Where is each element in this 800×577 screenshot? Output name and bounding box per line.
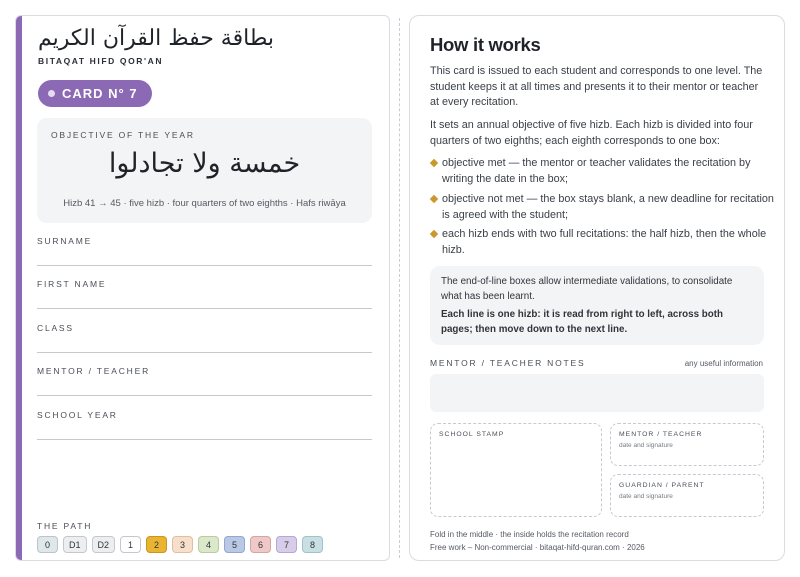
rule-text: each hizb ends with two full recitations: the half hizb, then the whole hizb.: [442, 228, 767, 256]
objective-label: OBJECTIVE OF THE YEAR: [51, 130, 195, 140]
path-chip-5: 5: [224, 536, 245, 553]
dot-icon: [48, 90, 55, 97]
student-card-front: [15, 15, 390, 561]
guardian-signature-box[interactable]: [610, 474, 764, 517]
mentor-signature-label: MENTOR / TEACHER: [619, 431, 703, 438]
rule-text: objective not met — the box stays blank, a new deadline for recitation is agreed with the student;: [442, 193, 774, 221]
diamond-bullet-icon: [430, 159, 438, 167]
path-chip-d2: D2: [92, 536, 116, 553]
path-chip-8: 8: [302, 536, 323, 553]
note-reading-direction: Each line is one hizb: it is read from right to left, across both pages; then move down to the next line.: [441, 309, 723, 335]
objective-arabic: خمسة ولا تجادلوا: [108, 148, 301, 179]
surname-label: SURNAME: [37, 236, 93, 246]
path-chip-1: 1: [120, 536, 141, 553]
surname-field[interactable]: [37, 236, 372, 266]
diamond-bullet-icon: [430, 195, 438, 203]
path-chip-2: 2: [146, 536, 167, 553]
fold-instruction: Fold in the middle · the inside holds the recitation record: [430, 530, 629, 539]
card-number-badge: [38, 80, 152, 107]
card-number-label: CARD N° 7: [62, 86, 138, 101]
mentor-teacher-label: MENTOR / TEACHER: [37, 366, 151, 376]
mentor-signature-box[interactable]: [610, 423, 764, 466]
objective-box: [37, 118, 372, 223]
class-label: CLASS: [37, 323, 74, 333]
path-chip-7: 7: [276, 536, 297, 553]
rule-hizb-end: [430, 227, 775, 258]
class-field[interactable]: [37, 323, 372, 353]
license-footer: Free work – Non-commercial · bitaqat-hifd-quran.com · 2026: [430, 543, 645, 552]
arabic-title: بطاقة حفظ القرآن الكريم: [38, 26, 274, 51]
rule-text: objective met — the mentor or teacher validates the recitation by writing the date in the box;: [442, 157, 751, 185]
first-name-label: FIRST NAME: [37, 279, 107, 289]
fold-line: [399, 18, 400, 558]
school-year-label: SCHOOL YEAR: [37, 410, 118, 420]
mentor-notes-area[interactable]: [430, 374, 764, 412]
path-label: THE PATH: [37, 521, 93, 531]
path-chip-0: 0: [37, 536, 58, 553]
first-name-field[interactable]: [37, 279, 372, 309]
note-intermediate-validations: The end-of-line boxes allow intermediate validations, to consolidate what has been learnt.: [441, 276, 733, 302]
guardian-signature-label: GUARDIAN / PARENT: [619, 482, 705, 489]
guardian-signature-sub: date and signature: [619, 493, 673, 500]
mentor-teacher-field[interactable]: [37, 366, 372, 396]
objective-details: Hizb 41 → 45 · five hizb · four quarters of two eighths · Hafs riwāya: [63, 198, 346, 209]
mentor-notes-label: MENTOR / TEACHER NOTES: [430, 358, 586, 368]
mentor-signature-sub: date and signature: [619, 442, 673, 449]
school-year-field[interactable]: [37, 410, 372, 440]
diamond-bullet-icon: [430, 230, 438, 238]
school-stamp-label: SCHOOL STAMP: [439, 431, 505, 438]
rule-objective-not-met: [430, 192, 775, 223]
school-stamp-box[interactable]: [430, 423, 602, 517]
info-note-box: [430, 266, 764, 345]
path-chip-4: 4: [198, 536, 219, 553]
instructions-card: [409, 15, 785, 561]
latin-subtitle: BITAQAT HIFD QOR'AN: [38, 56, 164, 66]
intro-paragraph: This card is issued to each student and corresponds to one level. The student keeps it at all times and presents it to their mentor or teacher at every recitation.: [430, 65, 763, 108]
path-chip-3: 3: [172, 536, 193, 553]
path-chips: [37, 536, 323, 553]
path-chip-6: 6: [250, 536, 271, 553]
accent-stripe: [16, 16, 22, 560]
rule-objective-met: [430, 156, 775, 187]
path-chip-d1: D1: [63, 536, 87, 553]
mentor-notes-hint: any useful information: [684, 359, 763, 368]
how-it-works-title: How it works: [430, 34, 541, 55]
objective-paragraph: It sets an annual objective of five hizb. Each hizb is divided into four quarters of two eighths; each eighth corresponds to one box:: [430, 119, 753, 147]
